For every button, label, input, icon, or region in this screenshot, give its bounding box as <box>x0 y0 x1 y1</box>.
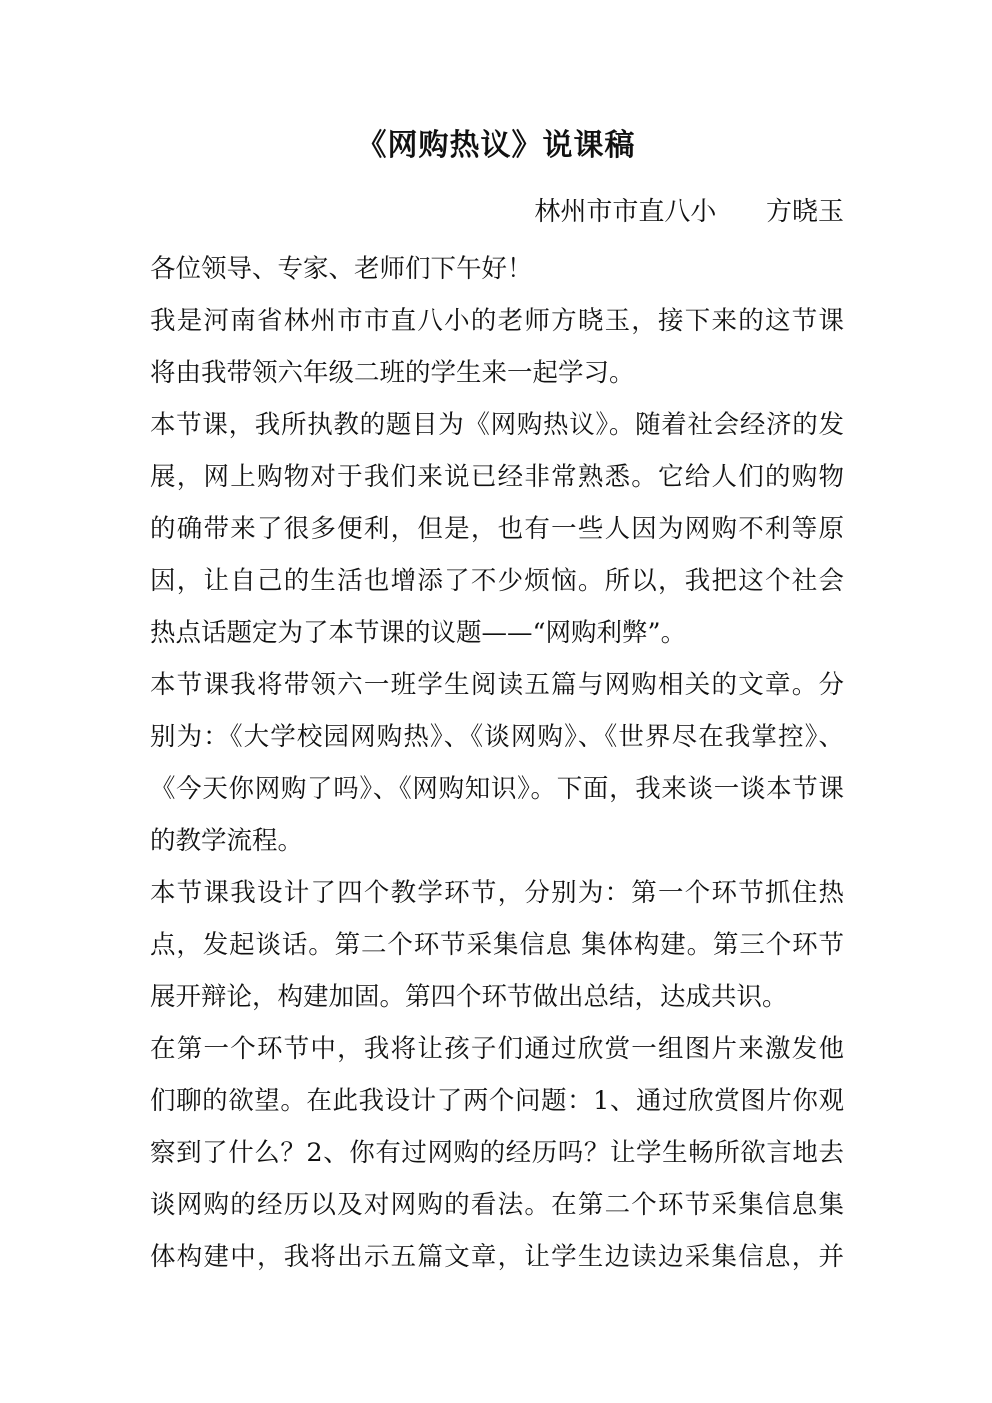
text-line: 点，发起谈话。第二个环节采集信息 集体构建。第三个环节 <box>150 930 844 960</box>
text-line: 本节课我将带领六一班学生阅读五篇与网购相关的文章。分 <box>150 670 844 700</box>
text-line: 体构建中，我将出示五篇文章，让学生边读边采集信息，并 <box>150 1242 844 1272</box>
text-line: 别为：《大学校园网购热》、《谈网购》、《世界尽在我掌控》、 <box>150 722 844 752</box>
text-line: 将由我带领六年级二班的学生来一起学习。 <box>150 358 635 388</box>
greeting-line: 各位领导、专家、老师们下午好！ <box>150 254 533 284</box>
text-line: 我是河南省林州市市直八小的老师方晓玉，接下来的这节课 <box>150 306 844 336</box>
text-line: 们聊的欲望。在此我设计了两个问题：1、通过欣赏图片你观 <box>150 1086 844 1116</box>
text-line: 的教学流程。 <box>150 826 304 856</box>
author-line: 林州市市直八小 方晓玉 <box>534 197 844 227</box>
text-line: 展，网上购物对于我们来说已经非常熟悉。它给人们的购物 <box>150 462 844 492</box>
text-line: 察到了什么？2、你有过网购的经历吗？让学生畅所欲言地去 <box>150 1138 844 1168</box>
text-line: 谈网购的经历以及对网购的看法。在第二个环节采集信息集 <box>150 1190 844 1220</box>
body-text <box>150 243 844 1283</box>
document-title: 《网购热议》说课稿 <box>356 128 636 163</box>
text-line: 本节课，我所执教的题目为《网购热议》。随着社会经济的发 <box>150 410 844 440</box>
text-line: 展开辩论，构建加固。第四个环节做出总结，达成共识。 <box>150 982 788 1012</box>
text-line: 在第一个环节中，我将让孩子们通过欣赏一组图片来激发他 <box>150 1034 844 1064</box>
text-line: 本节课我设计了四个教学环节，分别为：第一个环节抓住热 <box>150 878 844 908</box>
text-line: 的确带来了很多便利，但是，也有一些人因为网购不利等原 <box>150 514 844 544</box>
text-line: 《今天你网购了吗》、《网购知识》。下面，我来谈一谈本节课 <box>150 774 844 804</box>
text-line: 因，让自己的生活也增添了不少烦恼。所以，我把这个社会 <box>150 566 844 596</box>
text-line: 热点话题定为了本节课的议题——“网购利弊”。 <box>150 618 687 648</box>
